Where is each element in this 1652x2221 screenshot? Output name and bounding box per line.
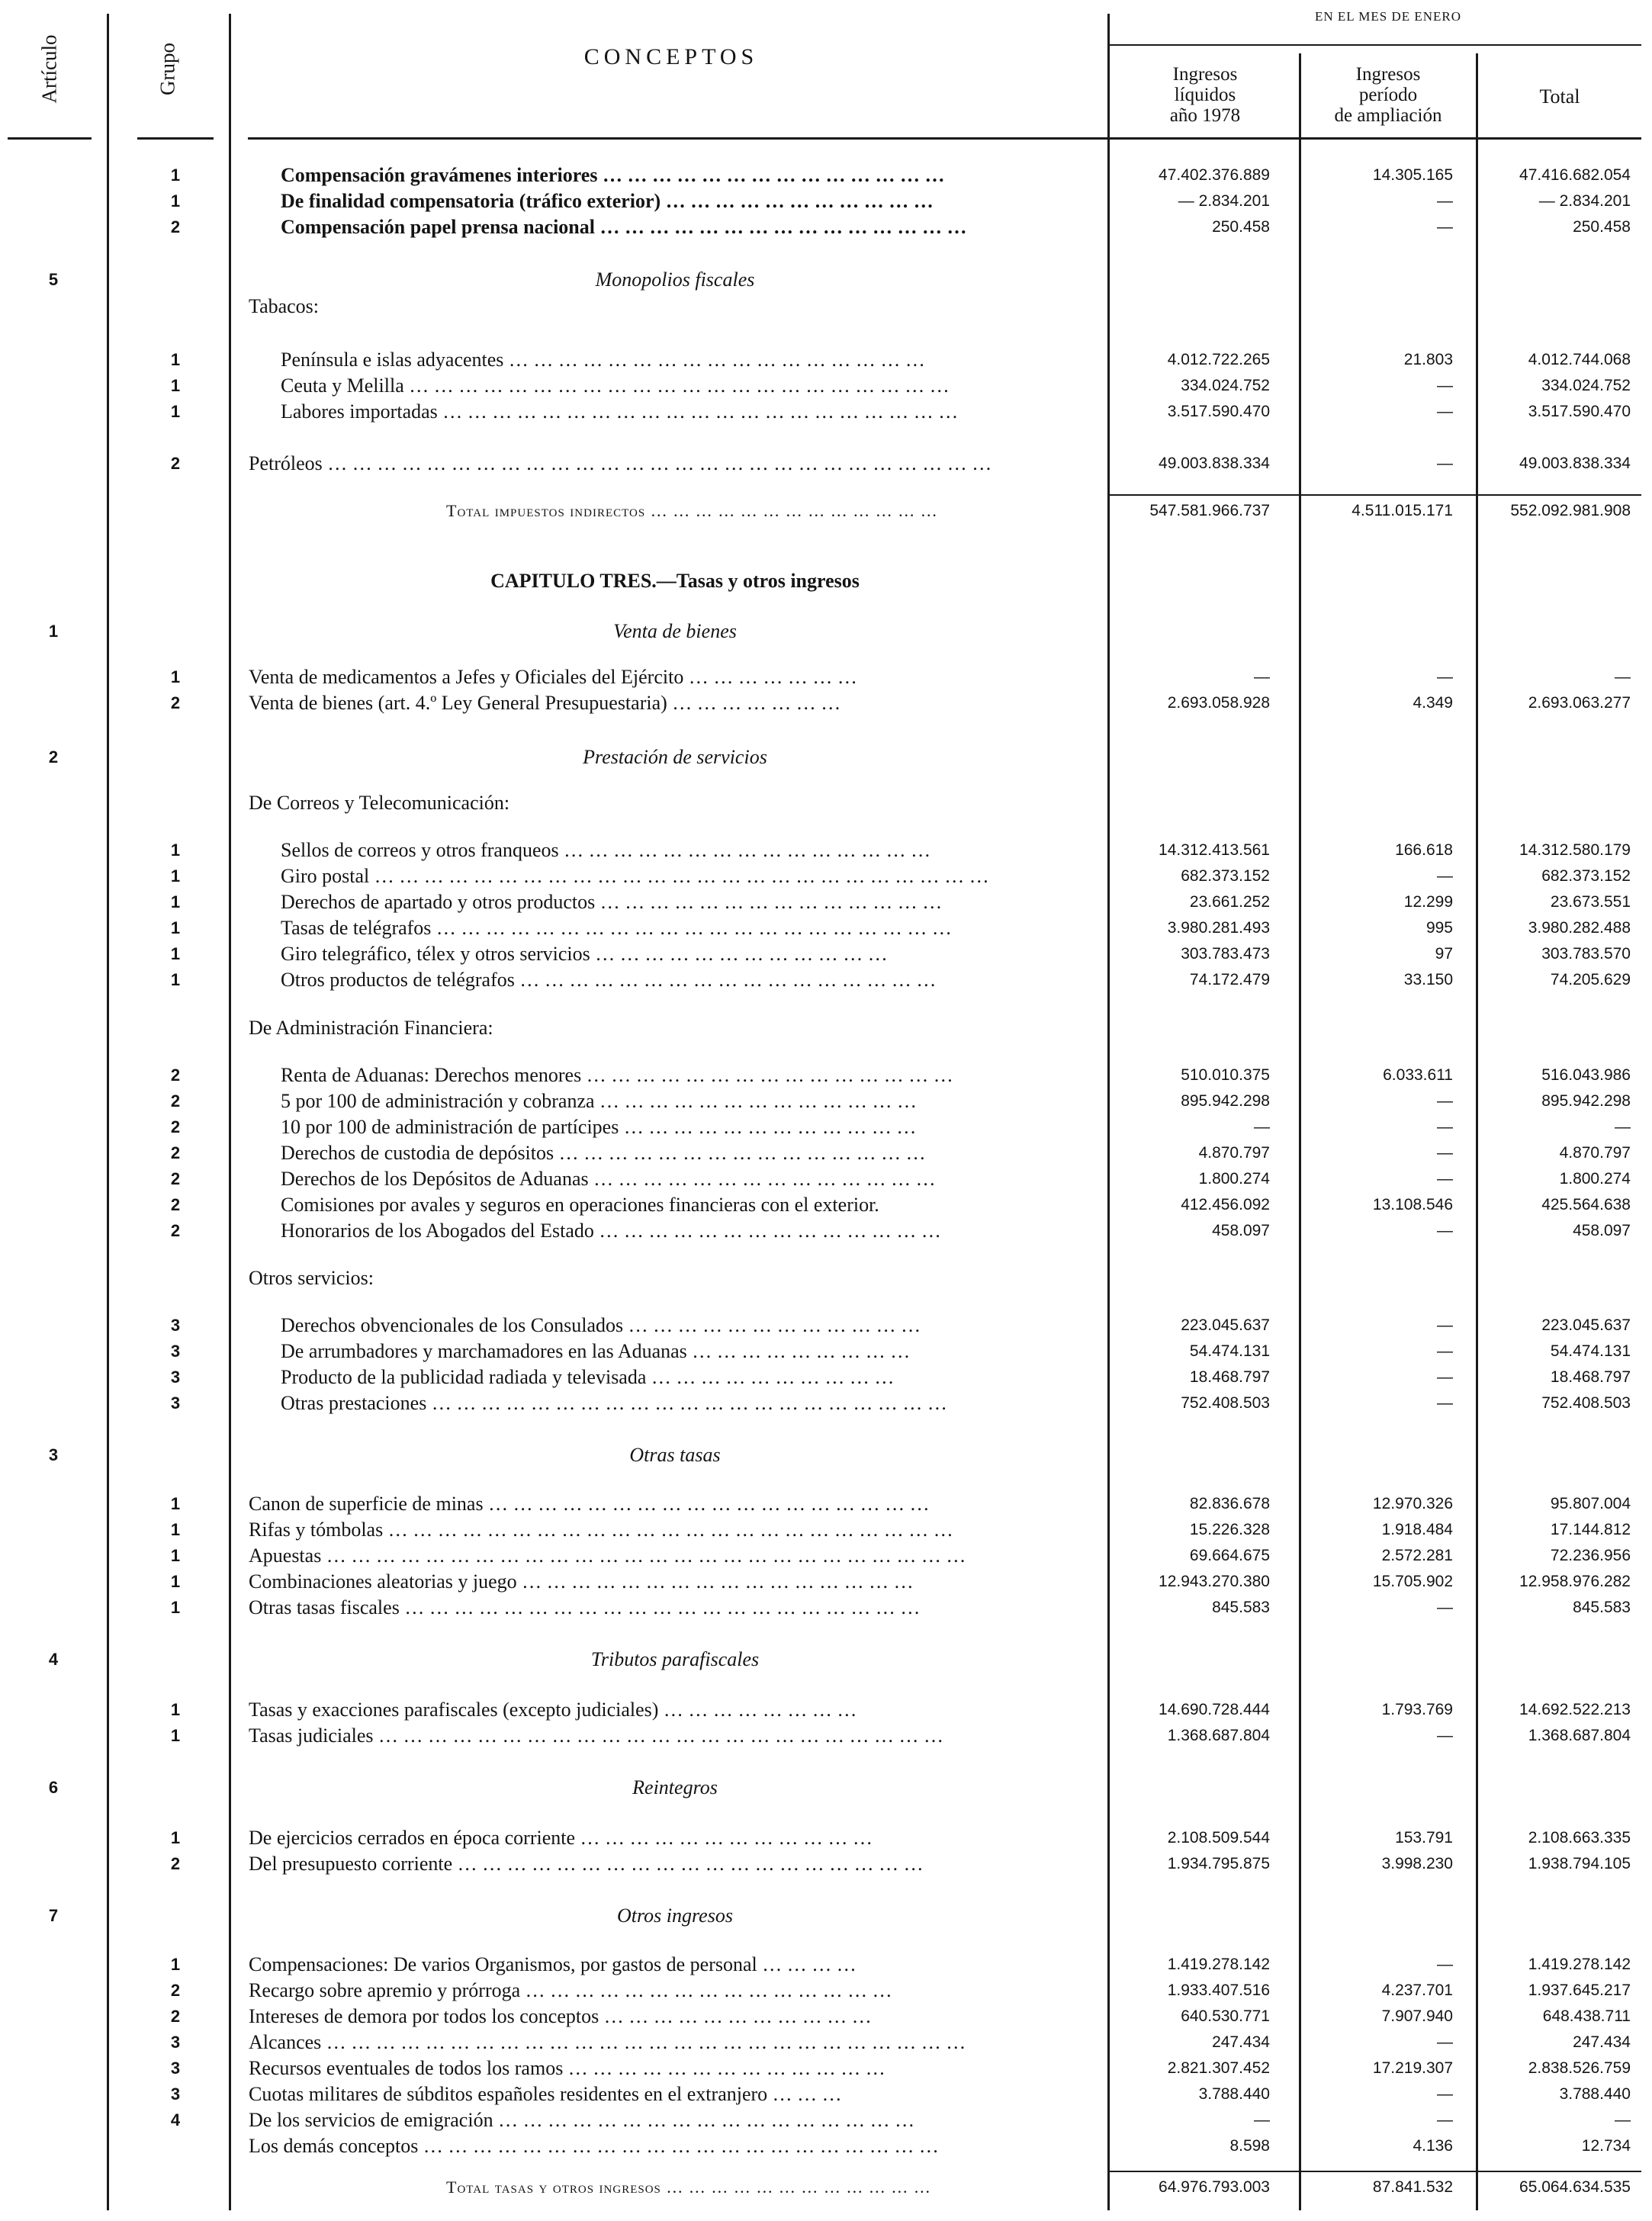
concept-label: Comisiones por avales y seguros en operaciones financieras con el exterior. <box>281 1194 879 1216</box>
grupo-number: 4 <box>170 2110 181 2129</box>
value-periodo-ampliacion: — <box>1437 218 1453 236</box>
grupo-number: 1 <box>170 376 181 395</box>
section-heading: Otros ingresos <box>617 1904 733 1927</box>
value-ingresos-liquidos: 82.836.678 <box>1189 1495 1270 1512</box>
header-articulo: Artículo <box>37 34 61 104</box>
value-ingresos-liquidos: 640.530.771 <box>1181 2007 1270 2025</box>
grupo-number: 1 <box>170 918 181 937</box>
value-periodo-ampliacion: 14.305.165 <box>1372 166 1453 184</box>
value-total: 303.783.570 <box>1541 945 1631 963</box>
header-col1 <box>1114 64 1297 126</box>
value-ingresos-liquidos: 8.598 <box>1229 2137 1270 2155</box>
value-periodo-ampliacion: — <box>1437 1118 1453 1136</box>
grupo-number: 2 <box>170 1143 181 1162</box>
value-total: 516.043.986 <box>1541 1066 1631 1084</box>
articulo-number: 4 <box>48 1650 59 1669</box>
concept-label: Rifas y tómbolas … … … … … … … … … … … … … … … … … … … … … … … <box>249 1519 953 1541</box>
value-periodo-ampliacion: 153.791 <box>1395 1829 1453 1847</box>
section-heading: Prestación de servicios <box>583 746 767 768</box>
value-periodo-ampliacion: 1.793.769 <box>1381 1701 1453 1718</box>
value-ingresos-liquidos: 223.045.637 <box>1181 1316 1270 1334</box>
value-periodo-ampliacion: — <box>1437 1170 1453 1188</box>
value-total: 845.583 <box>1573 1599 1631 1616</box>
grupo-number: 1 <box>170 866 181 886</box>
rule-total-indirectos-top <box>1107 494 1641 496</box>
value-ingresos-liquidos: 47.402.376.889 <box>1159 166 1270 184</box>
value-total: 74.205.629 <box>1550 971 1631 988</box>
value-periodo-ampliacion: 3.998.230 <box>1381 1855 1453 1872</box>
value-ingresos-liquidos: — 2.834.201 <box>1178 192 1270 210</box>
concept-label: Compensación papel prensa nacional … … … … … … … … … … … … … … … <box>281 216 967 238</box>
value-periodo-ampliacion: — <box>1437 377 1453 394</box>
value-total: 95.807.004 <box>1550 1495 1631 1512</box>
value-periodo-ampliacion: 12.970.326 <box>1372 1495 1453 1512</box>
concept-label: Producto de la publicidad radiada y televisada … … … … … … … … … … <box>281 1366 895 1388</box>
concept-label: Derechos obvencionales de los Consulados … … … … … … … … … … … … <box>281 1314 921 1336</box>
value-total: 54.474.131 <box>1550 1342 1631 1360</box>
value-ingresos-liquidos: 250.458 <box>1212 218 1270 236</box>
grupo-number: 3 <box>170 1316 181 1335</box>
value-total: 223.045.637 <box>1541 1316 1631 1334</box>
value-total: 12.734 <box>1581 2137 1631 2155</box>
grupo-number: 2 <box>170 1169 181 1188</box>
rule-left-articulo <box>107 14 109 2210</box>
value-ingresos-liquidos: 49.003.838.334 <box>1159 455 1270 472</box>
value-periodo-ampliacion: 13.108.546 <box>1372 1196 1453 1213</box>
value-ingresos-liquidos: 18.468.797 <box>1189 1368 1270 1386</box>
concept-label: Ceuta y Melilla … … … … … … … … … … … … … … … … … … … … … … <box>281 374 950 397</box>
value-ingresos-liquidos: 3.517.590.470 <box>1167 403 1270 420</box>
value-ingresos-liquidos: 74.172.479 <box>1189 971 1270 988</box>
value-total: 458.097 <box>1573 1222 1631 1239</box>
concept-label: De ejercicios cerrados en época corriente … … … … … … … … … … … … <box>249 1827 873 1849</box>
value-total: 3.980.282.488 <box>1528 919 1631 937</box>
articulo-number: 5 <box>48 270 59 289</box>
concept-label: Compensaciones: De varios Organismos, por gastos de personal … … … … <box>249 1953 857 1975</box>
value-periodo-ampliacion: 12.299 <box>1403 893 1453 911</box>
grupo-number: 1 <box>170 166 181 185</box>
concept-label: Derechos de apartado y otros productos … … … … … … … … … … … … … … <box>281 891 943 913</box>
value-periodo-ampliacion: — <box>1437 2033 1453 2051</box>
value-ingresos-liquidos: 2.108.509.544 <box>1167 1829 1270 1847</box>
value-ingresos-liquidos: 1.933.407.516 <box>1167 1982 1270 1999</box>
concept-label: Tasas judiciales … … … … … … … … … … … … … … … … … … … … … … … <box>249 1724 944 1747</box>
value-total: 1.937.645.217 <box>1528 1982 1631 1999</box>
total-ingresos-liquidos: 64.976.793.003 <box>1159 2178 1270 2196</box>
value-ingresos-liquidos: 3.980.281.493 <box>1167 919 1270 937</box>
value-total: — 2.834.201 <box>1538 192 1631 210</box>
articulo-number: 3 <box>48 1445 59 1464</box>
concept-label: Giro telegráfico, télex y otros servicios … … … … … … … … … … … … <box>281 943 888 965</box>
value-ingresos-liquidos: 247.434 <box>1212 2033 1270 2051</box>
grupo-number: 1 <box>170 841 181 860</box>
grupo-number: 2 <box>170 1117 181 1136</box>
value-total: 4.012.744.068 <box>1528 351 1631 368</box>
value-ingresos-liquidos: — <box>1254 2111 1270 2129</box>
value-periodo-ampliacion: 7.907.940 <box>1381 2007 1453 2025</box>
grupo-number: 2 <box>170 1195 181 1214</box>
value-total: 3.517.590.470 <box>1528 403 1631 420</box>
rule-grupo-header <box>137 137 214 140</box>
value-periodo-ampliacion: 33.150 <box>1403 971 1453 988</box>
value-periodo-ampliacion: 15.705.902 <box>1372 1573 1453 1590</box>
value-total: 49.003.838.334 <box>1519 455 1631 472</box>
header-col1-line2: líquidos <box>1174 85 1236 105</box>
value-total: 895.942.298 <box>1541 1092 1631 1110</box>
concept-label: Cuotas militares de súbditos españoles residentes en el extranjero … … … <box>249 2083 842 2105</box>
value-ingresos-liquidos: 303.783.473 <box>1181 945 1270 963</box>
concept-label: Renta de Aduanas: Derechos menores … … … … … … … … … … … … … … … <box>281 1064 953 1086</box>
grupo-number: 1 <box>170 402 181 421</box>
grupo-number: 1 <box>170 1494 181 1513</box>
value-ingresos-liquidos: 682.373.152 <box>1181 867 1270 885</box>
grupo-number: 1 <box>170 1546 181 1565</box>
value-ingresos-liquidos: 845.583 <box>1212 1599 1270 1616</box>
header-col2 <box>1301 64 1475 126</box>
value-periodo-ampliacion: — <box>1437 1342 1453 1360</box>
value-periodo-ampliacion: 97 <box>1435 945 1453 963</box>
concept-label: Giro postal … … … … … … … … … … … … … … … … … … … … … … … … … <box>281 865 989 887</box>
value-periodo-ampliacion: 995 <box>1425 919 1453 937</box>
grupo-number: 1 <box>170 1572 181 1591</box>
section-heading: Reintegros <box>632 1776 718 1798</box>
concept-label: Intereses de demora por todos los conceptos … … … … … … … … … … … <box>249 2005 872 2027</box>
rule-col3 <box>1476 53 1478 2210</box>
rule-col1 <box>1107 14 1110 2210</box>
value-total: 1.419.278.142 <box>1528 1956 1631 1973</box>
concept-label: Tasas y exacciones parafiscales (excepto judiciales) … … … … … … … … <box>249 1699 857 1721</box>
value-total: 23.673.551 <box>1550 893 1631 911</box>
value-ingresos-liquidos: 4.012.722.265 <box>1167 351 1270 368</box>
value-total: 17.144.812 <box>1550 1521 1631 1538</box>
total-periodo-ampliacion: 87.841.532 <box>1372 2178 1453 2196</box>
concept-label: Derechos de los Depósitos de Aduanas … … … … … … … … … … … … … … <box>281 1168 936 1190</box>
value-ingresos-liquidos: 4.870.797 <box>1198 1144 1270 1162</box>
value-total: 250.458 <box>1573 218 1631 236</box>
value-ingresos-liquidos: 2.821.307.452 <box>1167 2059 1270 2077</box>
concept-label: Península e islas adyacentes … … … … … … … … … … … … … … … … … <box>281 349 925 371</box>
value-periodo-ampliacion: 6.033.611 <box>1383 1066 1453 1084</box>
value-periodo-ampliacion: — <box>1437 1316 1453 1334</box>
concept-label: Derechos de custodia de depósitos … … … … … … … … … … … … … … … <box>281 1142 926 1164</box>
grupo-number: 2 <box>170 1221 181 1240</box>
value-ingresos-liquidos: 1.934.795.875 <box>1167 1855 1270 1872</box>
rule-left-grupo <box>229 14 231 2210</box>
value-total: 648.438.711 <box>1542 2007 1631 2025</box>
value-total: 1.800.274 <box>1559 1170 1631 1188</box>
grupo-number: 3 <box>170 1393 181 1413</box>
value-periodo-ampliacion: — <box>1437 1394 1453 1412</box>
concept-label: Recursos eventuales de todos los ramos … … … … … … … … … … … … … <box>249 2057 885 2079</box>
value-ingresos-liquidos: 12.943.270.380 <box>1159 1573 1270 1590</box>
grupo-number: 1 <box>170 1520 181 1539</box>
value-ingresos-liquidos: 14.312.413.561 <box>1159 841 1270 859</box>
grupo-number: 3 <box>170 2033 181 2052</box>
grupo-number: 2 <box>170 693 181 712</box>
concept-label: Tasas de telégrafos … … … … … … … … … … … … … … … … … … … … … <box>281 917 952 939</box>
value-total: 334.024.752 <box>1541 377 1631 394</box>
value-periodo-ampliacion: — <box>1437 403 1453 420</box>
concept-label: Apuestas … … … … … … … … … … … … … … … … … … … … … … … … … … <box>249 1544 966 1567</box>
value-periodo-ampliacion: 1.918.484 <box>1381 1521 1453 1538</box>
value-periodo-ampliacion: 21.803 <box>1403 351 1453 368</box>
value-ingresos-liquidos: 15.226.328 <box>1189 1521 1270 1538</box>
value-periodo-ampliacion: — <box>1437 1599 1453 1616</box>
grupo-number: 2 <box>170 454 181 473</box>
value-ingresos-liquidos: 1.368.687.804 <box>1167 1727 1270 1744</box>
value-total: 3.788.440 <box>1559 2085 1631 2103</box>
value-periodo-ampliacion: 4.237.701 <box>1381 1982 1453 1999</box>
articulo-number: 1 <box>48 622 59 641</box>
rule-period <box>1107 44 1641 46</box>
value-periodo-ampliacion: 17.219.307 <box>1372 2059 1453 2077</box>
rule-articulo-header <box>8 137 92 140</box>
value-total: 682.373.152 <box>1541 867 1631 885</box>
total-ingresos-liquidos: 547.581.966.737 <box>1149 502 1270 519</box>
value-ingresos-liquidos: 752.408.503 <box>1181 1394 1270 1412</box>
total-label: Total impuestos indirectos … … … … … … … … … … … … … <box>446 501 938 520</box>
total-periodo-ampliacion: 4.511.015.171 <box>1351 502 1453 519</box>
value-total: 2.108.663.335 <box>1528 1829 1631 1847</box>
value-periodo-ampliacion: — <box>1437 867 1453 885</box>
value-ingresos-liquidos: 1.800.274 <box>1198 1170 1270 1188</box>
value-periodo-ampliacion: — <box>1437 1144 1453 1162</box>
value-ingresos-liquidos: 54.474.131 <box>1189 1342 1270 1360</box>
value-total: 14.692.522.213 <box>1519 1701 1631 1718</box>
grupo-number: 1 <box>170 191 181 211</box>
grupo-number: 1 <box>170 944 181 963</box>
subsection-label: Otros servicios: <box>249 1267 374 1289</box>
concept-label: Del presupuesto corriente … … … … … … … … … … … … … … … … … … … <box>249 1853 924 1875</box>
concept-label: 10 por 100 de administración de partícipes … … … … … … … … … … … … <box>281 1116 917 1138</box>
total-label: Total tasas y otros ingresos … … … … … … … … … … … … <box>446 2178 931 2197</box>
value-ingresos-liquidos: 1.419.278.142 <box>1167 1956 1270 1973</box>
header-col1-line1: Ingresos <box>1172 64 1238 85</box>
header-conceptos: CONCEPTOS <box>583 44 759 69</box>
section-heading: Tributos parafiscales <box>590 1648 760 1670</box>
grupo-number: 3 <box>170 2059 181 2078</box>
concept-label: Compensación gravámenes interiores … … … … … … … … … … … … … … <box>281 164 945 186</box>
grupo-number: 2 <box>170 1066 181 1085</box>
concept-label: Venta de medicamentos a Jefes y Oficiales del Ejército … … … … … … … <box>249 666 857 688</box>
value-total: 247.434 <box>1573 2033 1631 2051</box>
concept-label: Venta de bienes (art. 4.º Ley General Presupuestaria) … … … … … … … <box>249 692 841 714</box>
grupo-number: 1 <box>170 1955 181 1974</box>
header-col3: Total <box>1539 85 1580 108</box>
value-periodo-ampliacion: 4.349 <box>1413 694 1453 712</box>
value-ingresos-liquidos: 69.664.675 <box>1189 1547 1270 1564</box>
grupo-number: 2 <box>170 1854 181 1873</box>
concept-label: Petróleos … … … … … … … … … … … … … … … … … … … … … … … … … … … <box>249 452 992 474</box>
header-col2-line3: de ampliación <box>1334 105 1442 126</box>
articulo-number: 2 <box>48 747 59 767</box>
value-total: 425.564.638 <box>1541 1196 1631 1213</box>
value-ingresos-liquidos: — <box>1254 668 1270 686</box>
total-total: 552.092.981.908 <box>1510 502 1631 519</box>
grupo-number: 2 <box>170 1091 181 1110</box>
concept-label: Sellos de correos y otros franqueos … … … … … … … … … … … … … … … <box>281 839 931 861</box>
grupo-number: 2 <box>170 217 181 236</box>
value-total: 4.870.797 <box>1559 1144 1631 1162</box>
rule-total-tasas-top <box>1107 2171 1641 2172</box>
value-periodo-ampliacion: — <box>1437 668 1453 686</box>
concept-label: Otras prestaciones … … … … … … … … … … … … … … … … … … … … … <box>281 1392 947 1414</box>
header-grupo: Grupo <box>156 43 179 95</box>
concept-label: 5 por 100 de administración y cobranza … … … … … … … … … … … … … <box>281 1090 918 1112</box>
grupo-number: 3 <box>170 2084 181 2104</box>
header-col1-line3: año 1978 <box>1169 105 1241 126</box>
concept-label: De los servicios de emigración … … … … … … … … … … … … … … … … … <box>249 2109 915 2131</box>
value-ingresos-liquidos: 14.690.728.444 <box>1159 1701 1270 1718</box>
value-ingresos-liquidos: 412.456.092 <box>1181 1196 1270 1213</box>
value-total: — <box>1615 1118 1631 1136</box>
articulo-number: 6 <box>48 1778 59 1797</box>
grupo-number: 1 <box>170 1700 181 1719</box>
value-ingresos-liquidos: 3.788.440 <box>1198 2085 1270 2103</box>
concept-label: Honorarios de los Abogados del Estado … … … … … … … … … … … … … … <box>281 1220 941 1242</box>
value-periodo-ampliacion: — <box>1437 1956 1453 1973</box>
concept-label: De arrumbadores y marchamadores en las Aduanas … … … … … … … … … <box>281 1340 911 1362</box>
total-total: 65.064.634.535 <box>1519 2178 1631 2196</box>
rule-col2 <box>1299 53 1301 2210</box>
value-periodo-ampliacion: — <box>1437 1727 1453 1744</box>
value-periodo-ampliacion: — <box>1437 455 1453 472</box>
value-total: — <box>1615 2111 1631 2129</box>
subsection-label: De Correos y Telecomunicación: <box>249 792 510 814</box>
value-ingresos-liquidos: — <box>1254 1118 1270 1136</box>
value-total: 72.236.956 <box>1550 1547 1631 1564</box>
grupo-number: 1 <box>170 1828 181 1847</box>
value-total: — <box>1615 668 1631 686</box>
grupo-number: 1 <box>170 892 181 911</box>
subsection-label: De Administración Financiera: <box>249 1017 493 1039</box>
value-periodo-ampliacion: — <box>1437 1368 1453 1386</box>
value-periodo-ampliacion: 4.136 <box>1413 2137 1453 2155</box>
value-ingresos-liquidos: 895.942.298 <box>1181 1092 1270 1110</box>
value-total: 752.408.503 <box>1541 1394 1631 1412</box>
grupo-number: 1 <box>170 970 181 989</box>
value-periodo-ampliacion: 2.572.281 <box>1381 1547 1453 1564</box>
value-ingresos-liquidos: 458.097 <box>1212 1222 1270 1239</box>
grupo-number: 3 <box>170 1342 181 1361</box>
concept-label: Combinaciones aleatorias y juego … … … … … … … … … … … … … … … … <box>249 1570 914 1593</box>
value-total: 12.958.976.282 <box>1519 1573 1631 1590</box>
value-total: 1.938.794.105 <box>1528 1855 1631 1872</box>
section-heading: Venta de bienes <box>613 620 737 642</box>
rule-header-bottom <box>248 137 1641 140</box>
value-total: 18.468.797 <box>1550 1368 1631 1386</box>
section-heading: Monopolios fiscales <box>595 268 755 291</box>
concept-label: Alcances … … … … … … … … … … … … … … … … … … … … … … … … … … <box>249 2031 966 2053</box>
header-col2-line1: Ingresos <box>1355 64 1421 85</box>
value-periodo-ampliacion: — <box>1437 2111 1453 2129</box>
grupo-number: 1 <box>170 1598 181 1617</box>
value-ingresos-liquidos: 334.024.752 <box>1181 377 1270 394</box>
value-total: 47.416.682.054 <box>1519 166 1631 184</box>
value-ingresos-liquidos: 2.693.058.928 <box>1167 694 1270 712</box>
header-period: EN EL MES DE ENERO <box>1314 9 1462 24</box>
value-periodo-ampliacion: — <box>1437 2085 1453 2103</box>
value-ingresos-liquidos: 23.661.252 <box>1189 893 1270 911</box>
concept-label: Otras tasas fiscales … … … … … … … … … … … … … … … … … … … … … <box>249 1596 921 1618</box>
value-ingresos-liquidos: 510.010.375 <box>1181 1066 1270 1084</box>
concept-label: Otros productos de telégrafos … … … … … … … … … … … … … … … … … <box>281 969 937 991</box>
value-periodo-ampliacion: 166.618 <box>1395 841 1453 859</box>
concept-label: Labores importadas … … … … … … … … … … … … … … … … … … … … … <box>281 400 959 423</box>
chapter-heading: CAPITULO TRES.—Tasas y otros ingresos <box>490 570 860 592</box>
grupo-number: 1 <box>170 667 181 686</box>
value-total: 14.312.580.179 <box>1519 841 1631 859</box>
value-total: 2.693.063.277 <box>1528 694 1631 712</box>
grupo-number: 3 <box>170 1368 181 1387</box>
grupo-number: 1 <box>170 1726 181 1745</box>
value-periodo-ampliacion: — <box>1437 1092 1453 1110</box>
value-periodo-ampliacion: — <box>1437 192 1453 210</box>
value-total: 2.838.526.759 <box>1528 2059 1631 2077</box>
grupo-number: 2 <box>170 2007 181 2026</box>
concept-label: Recargo sobre apremio y prórroga … … … … … … … … … … … … … … … <box>249 1979 892 2001</box>
grupo-number: 1 <box>170 350 181 369</box>
subsection-label: Tabacos: <box>249 295 320 317</box>
section-heading: Otras tasas <box>629 1444 721 1466</box>
grupo-number: 2 <box>170 1981 181 2000</box>
articulo-number: 7 <box>48 1906 59 1925</box>
concept-label: De finalidad compensatoria (tráfico exterior) … … … … … … … … … … … <box>281 190 934 212</box>
value-total: 1.368.687.804 <box>1528 1727 1631 1744</box>
header-col2-line2: período <box>1358 85 1418 105</box>
concept-label: Los demás conceptos … … … … … … … … … … … … … … … … … … … … … <box>249 2135 939 2157</box>
concept-label: Canon de superficie de minas … … … … … … … … … … … … … … … … … … <box>249 1493 930 1515</box>
value-periodo-ampliacion: — <box>1437 1222 1453 1239</box>
